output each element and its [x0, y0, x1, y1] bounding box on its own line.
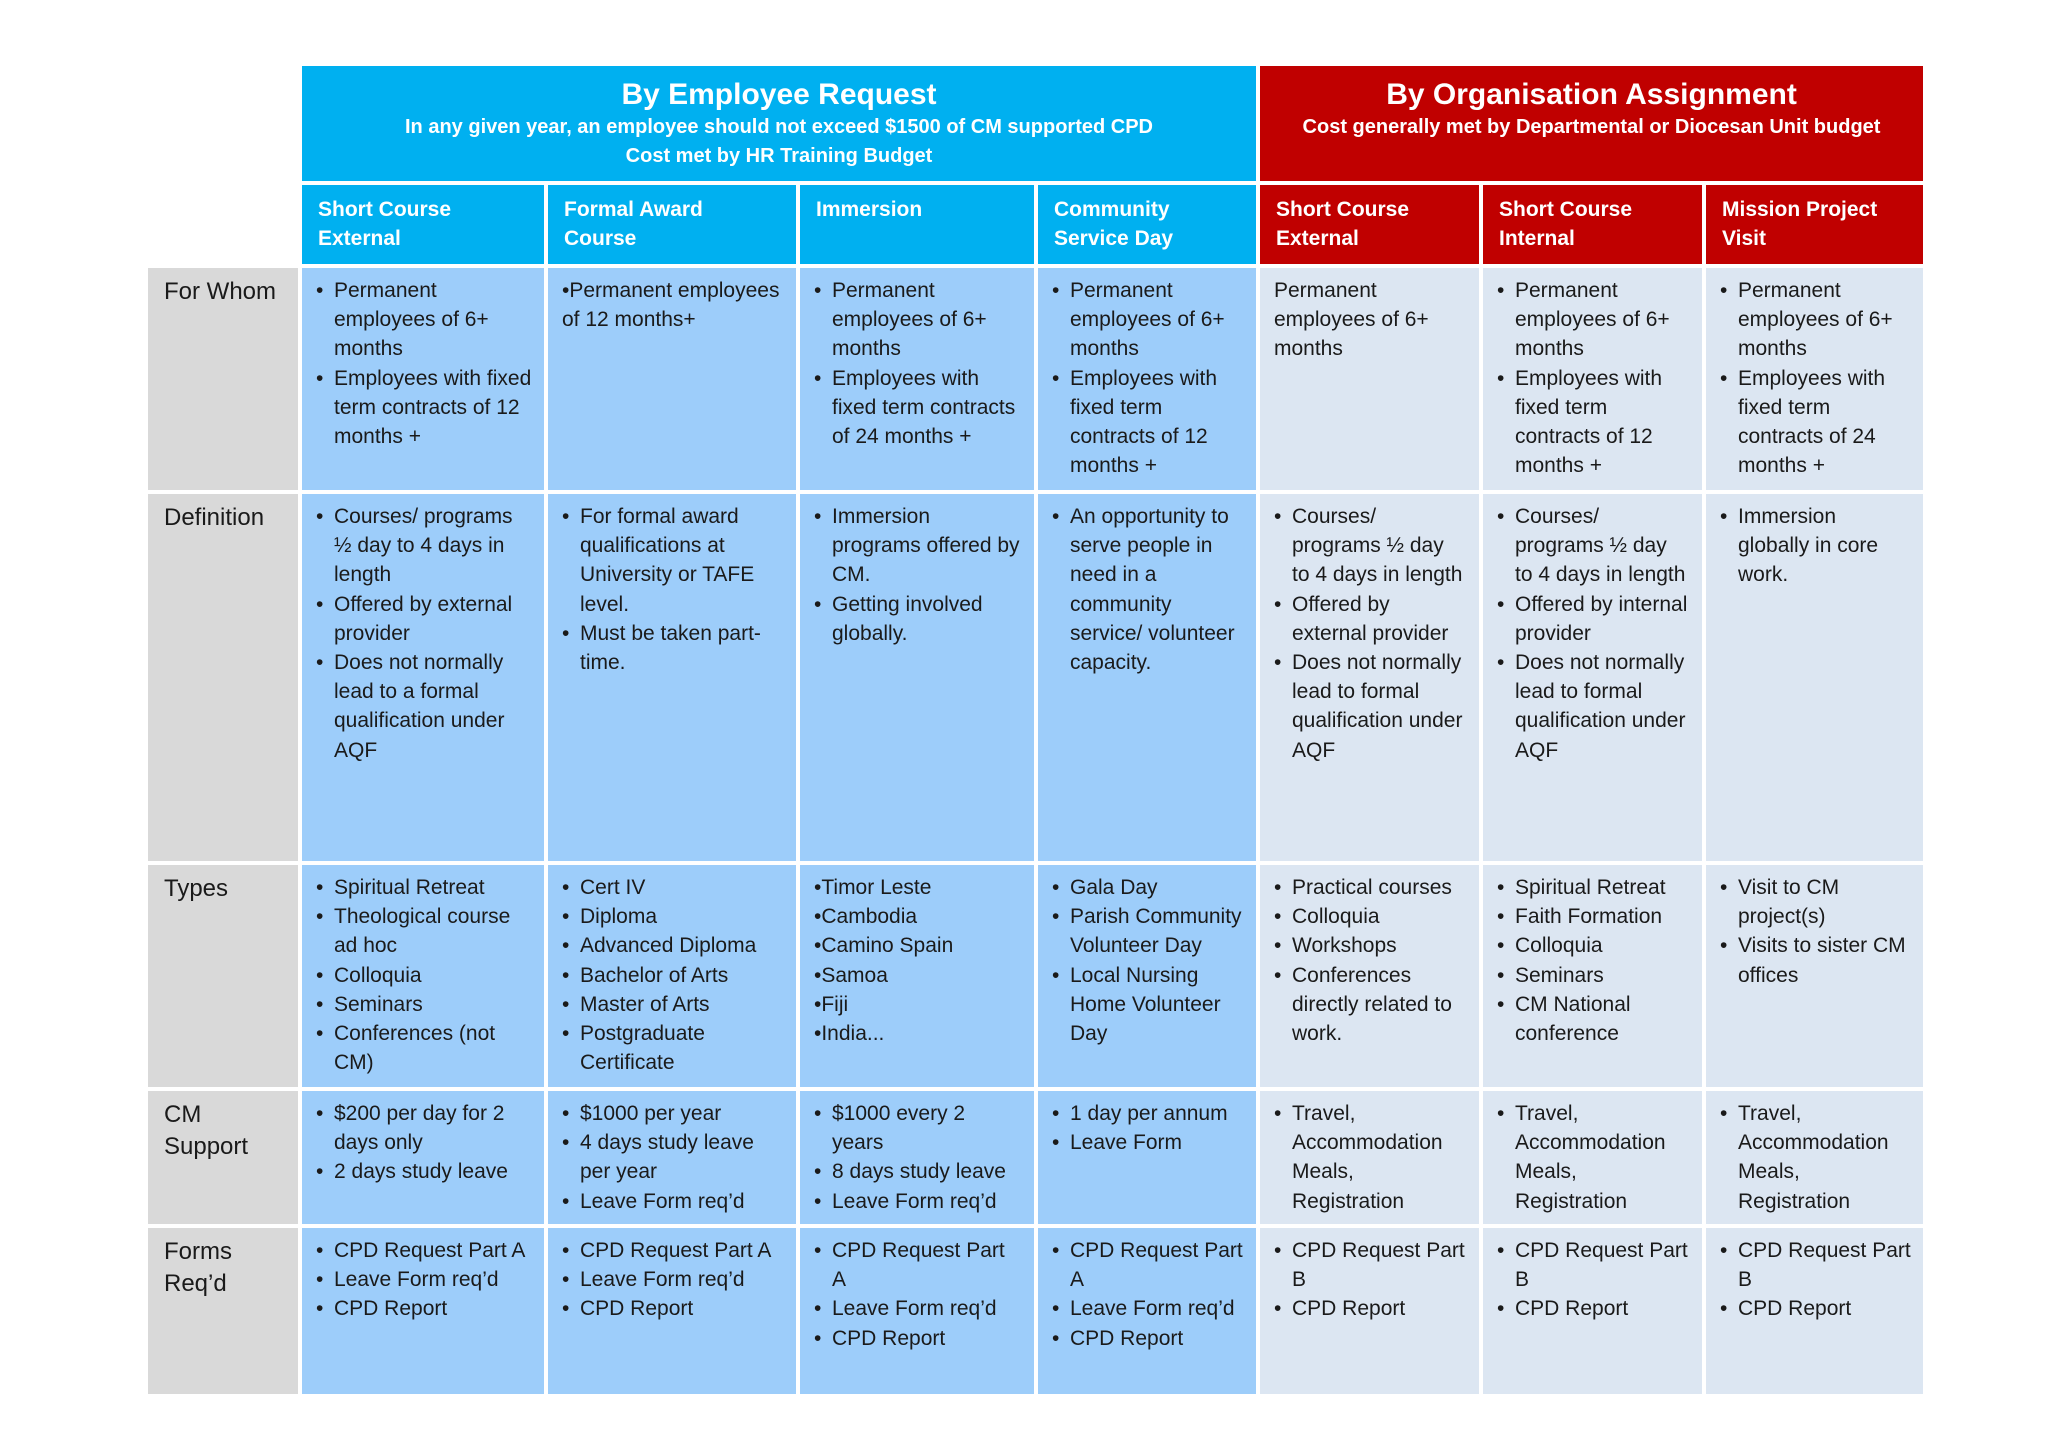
- list-item: • Conferences directly related to work.: [1292, 961, 1467, 1049]
- employee-request-limit-note: In any given year, an employee should not exceed $1500 of CM supported CPD: [405, 115, 1153, 138]
- list-item: • Offered by external provider: [1292, 590, 1467, 648]
- list-item: • Courses/ programs ½ day to 4 days in length: [1292, 502, 1467, 590]
- row-label-line: CM: [164, 1101, 202, 1128]
- column-header-line: Community: [1054, 198, 1170, 221]
- table-corner-lower: [148, 185, 298, 264]
- list-item: • Local Nursing Home Volunteer Day: [1070, 961, 1244, 1049]
- list-item: • Immersion globally in core work.: [1738, 502, 1911, 590]
- employee-request-header: [302, 66, 1256, 181]
- bullet-list: [1497, 502, 1690, 765]
- row-label-forms-reqd: [148, 1228, 298, 1394]
- bullet-list: [316, 1099, 532, 1187]
- column-header-line: External: [318, 227, 401, 250]
- bullet-list: [1052, 502, 1244, 677]
- list-item: • Must be taken part-time.: [580, 619, 784, 677]
- list-item: • $1000 per year: [580, 1099, 784, 1128]
- list-item: • 1 day per annum: [1070, 1099, 1244, 1128]
- table-cell: [1706, 494, 1923, 861]
- column-header-org-short-course-external: [1260, 185, 1479, 264]
- table-cell: [1260, 1228, 1479, 1394]
- organisation-assignment-title: By Organisation Assignment: [1386, 78, 1797, 111]
- bullet-list: [1274, 1099, 1467, 1216]
- bullet-list: [814, 1099, 1022, 1216]
- table-cell: [1260, 865, 1479, 1087]
- list-item: • Leave Form: [1070, 1128, 1244, 1157]
- row-label-cm-support: [148, 1091, 298, 1224]
- list-item: • Master of Arts: [580, 990, 784, 1019]
- column-header-line: Visit: [1722, 227, 1766, 250]
- column-header-line: Short Course: [1499, 198, 1633, 221]
- list-item: • $1000 every 2 years: [832, 1099, 1022, 1157]
- table-cell: [1260, 494, 1479, 861]
- table-cell: [800, 494, 1034, 861]
- table-cell: [800, 1091, 1034, 1224]
- list-item: •Timor Leste: [814, 876, 932, 899]
- employee-request-budget-note: Cost met by HR Training Budget: [625, 144, 933, 167]
- list-item: • Leave Form req’d: [1070, 1294, 1244, 1323]
- table-cell: [1706, 1228, 1923, 1394]
- list-item: • Does not normally lead to a formal qualification under AQF: [334, 648, 532, 765]
- list-item: • Diploma: [580, 902, 784, 931]
- list-item: • CPD Report: [1292, 1294, 1467, 1323]
- table-cell: [1706, 268, 1923, 490]
- table-cell: [1706, 865, 1923, 1087]
- organisation-assignment-budget-note: Cost generally met by Departmental or Diocesan Unit budget: [1302, 116, 1881, 138]
- list-item: • Permanent employees of 6+ months: [1738, 276, 1911, 364]
- bullet-list: [1052, 1099, 1244, 1157]
- column-header-line: Mission Project: [1722, 198, 1878, 221]
- list-item: • CM National conference: [1515, 990, 1690, 1048]
- list-item: •Samoa: [814, 963, 888, 987]
- column-header-immersion: [800, 185, 1034, 264]
- table-cell: [302, 494, 544, 861]
- bullet-list: [1052, 873, 1244, 1048]
- bullet-list: [1274, 873, 1467, 1048]
- list-item: • CPD Request Part A: [832, 1236, 1022, 1294]
- table-cell: [1483, 494, 1702, 861]
- bullet-list: [316, 873, 532, 1077]
- list-item: • Leave Form req’d: [832, 1187, 1022, 1216]
- bullet-list: [316, 276, 532, 451]
- list-item: • Colloquia: [334, 961, 532, 990]
- list-item: • Employees with fixed term contracts of 12 months +: [334, 364, 532, 452]
- list-item: • CPD Report: [1738, 1294, 1911, 1323]
- table-corner: [148, 66, 298, 181]
- list-item: • Leave Form req’d: [580, 1265, 784, 1294]
- list-item: • Employees with fixed term contracts of 12 months +: [1070, 364, 1244, 481]
- table-cell: [1038, 1228, 1256, 1394]
- list-item: • Travel, Accommodation Meals, Registration: [1292, 1099, 1467, 1216]
- table-cell: [548, 494, 796, 861]
- column-header-short-course-external: [302, 185, 544, 264]
- list-item: • Offered by internal provider: [1515, 590, 1690, 648]
- table-cell: [1483, 1228, 1702, 1394]
- list-item: • Cert IV: [580, 873, 784, 902]
- list-item: • Courses/ programs ½ day to 4 days in length: [1515, 502, 1690, 590]
- organisation-assignment-header: [1260, 66, 1923, 181]
- list-item: • Colloquia: [1515, 931, 1690, 960]
- bullet-list: [1720, 1099, 1911, 1216]
- list-item: • Parish Community Volunteer Day: [1070, 902, 1244, 960]
- list-item: • Travel, Accommodation Meals, Registration: [1515, 1099, 1690, 1216]
- column-header-line: Short Course: [318, 198, 452, 221]
- bullet-list: [1497, 873, 1690, 1048]
- list-item: • CPD Report: [580, 1294, 784, 1323]
- list-item: • Offered by external provider: [334, 590, 532, 648]
- table-cell: [1483, 865, 1702, 1087]
- column-header-short-course-internal: [1483, 185, 1702, 264]
- cell-text: •Permanent employees of 12 months+: [562, 279, 780, 332]
- column-header-line: Internal: [1499, 227, 1575, 250]
- list-item: • Getting involved globally.: [832, 590, 1022, 648]
- row-label-line: Support: [164, 1133, 249, 1160]
- list-item: • Permanent employees of 6+ months: [334, 276, 532, 364]
- list-item: •Cambodia: [814, 905, 918, 929]
- list-item: • CPD Request Part A: [580, 1236, 784, 1265]
- table-cell: [1038, 494, 1256, 861]
- employee-request-title: By Employee Request: [621, 77, 937, 111]
- column-header-line: Immersion: [816, 198, 923, 221]
- list-item: • An opportunity to serve people in need in a community service/ volunteer capacity.: [1070, 502, 1244, 677]
- table-cell: [800, 865, 1034, 1087]
- table-cell: [302, 865, 544, 1087]
- bullet-list: [1720, 1236, 1911, 1324]
- list-item: • CPD Report: [1070, 1324, 1244, 1353]
- list-item: • Does not normally lead to formal qualification under AQF: [1515, 648, 1690, 765]
- cell-text: Permanent employees of 6+ months: [1274, 279, 1429, 361]
- table-cell: [1038, 865, 1256, 1087]
- list-item: • Conferences (not CM): [334, 1019, 532, 1077]
- list-item: • Immersion programs offered by CM.: [832, 502, 1022, 590]
- table-cell: [548, 1228, 796, 1394]
- list-item: •India...: [814, 1022, 885, 1046]
- list-item: • CPD Request Part B: [1292, 1236, 1467, 1294]
- list-item: • CPD Report: [1515, 1294, 1690, 1323]
- list-item: • $200 per day for 2 days only: [334, 1099, 532, 1157]
- table-cell: [1483, 268, 1702, 490]
- table-cell: [548, 865, 796, 1087]
- list-item: • Spiritual Retreat: [334, 873, 532, 902]
- list-item: •Fiji: [814, 992, 849, 1016]
- column-header-line: Service Day: [1054, 227, 1174, 250]
- list-item: • Visits to sister CM offices: [1738, 931, 1911, 989]
- table-cell: [302, 268, 544, 490]
- list-item: • Postgraduate Certificate: [580, 1019, 784, 1077]
- list-item: • For formal award qualifications at University or TAFE level.: [580, 502, 784, 619]
- row-label-line: Forms: [164, 1238, 232, 1265]
- list-item: • Travel, Accommodation Meals, Registration: [1738, 1099, 1911, 1216]
- bullet-list: [1497, 276, 1690, 480]
- table-cell: [1706, 1091, 1923, 1224]
- bullet-list: [1720, 276, 1911, 480]
- table-cell: [800, 268, 1034, 490]
- list-item: • Leave Form req’d: [832, 1294, 1022, 1323]
- list-item: • Visit to CM project(s): [1738, 873, 1911, 931]
- list-item: • Permanent employees of 6+ months: [1515, 276, 1690, 364]
- bullet-list: [814, 1236, 1022, 1353]
- row-label-line: Req’d: [164, 1270, 227, 1297]
- row-label-types: Types: [148, 865, 298, 1087]
- list-item: • Seminars: [334, 990, 532, 1019]
- list-item: • Employees with fixed term contracts of 12 months +: [1515, 364, 1690, 481]
- bullet-list: [562, 1236, 784, 1324]
- row-label-for-whom: For Whom: [148, 268, 298, 490]
- list-item: • CPD Report: [334, 1294, 532, 1323]
- list-item: • Spiritual Retreat: [1515, 873, 1690, 902]
- table-cell: [302, 1228, 544, 1394]
- list-item: • Faith Formation: [1515, 902, 1690, 931]
- bullet-list: [1720, 873, 1911, 990]
- list-item: • Does not normally lead to formal qualification under AQF: [1292, 648, 1467, 765]
- list-item: • CPD Request Part A: [1070, 1236, 1244, 1294]
- table-cell: [302, 1091, 544, 1224]
- list-item: • Gala Day: [1070, 873, 1244, 902]
- list-item: • Seminars: [1515, 961, 1690, 990]
- column-header-line: Course: [564, 227, 637, 250]
- column-header-formal-award-course: [548, 185, 796, 264]
- column-header-line: Formal Award: [564, 198, 703, 221]
- bullet-list: [1052, 1236, 1244, 1353]
- list-item: • CPD Request Part B: [1738, 1236, 1911, 1294]
- cpd-matrix-table: [148, 66, 1923, 1394]
- column-header-mission-project-visit: [1706, 185, 1923, 264]
- table-cell: [1038, 268, 1256, 490]
- bullet-list: [1720, 502, 1911, 590]
- column-header-line: External: [1276, 227, 1359, 250]
- list-item: • Advanced Diploma: [580, 931, 784, 960]
- table-cell: [1260, 1091, 1479, 1224]
- list-item: •Camino Spain: [814, 934, 954, 958]
- bullet-list: [1274, 502, 1467, 765]
- list-item: • Permanent employees of 6+ months: [832, 276, 1022, 364]
- bullet-list: [562, 502, 784, 677]
- list-item: • Permanent employees of 6+ months: [1070, 276, 1244, 364]
- bullet-list: [1274, 1236, 1467, 1324]
- column-header-line: Short Course: [1276, 198, 1410, 221]
- bullet-list: [562, 873, 784, 1077]
- list-item: • Practical courses: [1292, 873, 1467, 902]
- list-item: • 2 days study leave: [334, 1157, 532, 1186]
- bullet-list: [316, 502, 532, 765]
- bullet-list: [814, 502, 1022, 648]
- bullet-list: [562, 1099, 784, 1216]
- table-cell: [800, 1228, 1034, 1394]
- list-item: • Workshops: [1292, 931, 1467, 960]
- list-item: • Leave Form req’d: [334, 1265, 532, 1294]
- list-item: • Theological course ad hoc: [334, 902, 532, 960]
- bullet-list: [814, 276, 1022, 451]
- list-item: • Employees with fixed term contracts of 24 months +: [832, 364, 1022, 452]
- list-item: • CPD Request Part A: [334, 1236, 532, 1265]
- bullet-list: [1052, 276, 1244, 480]
- table-cell: [1260, 268, 1479, 490]
- list-item: • CPD Report: [832, 1324, 1022, 1353]
- list-item: • Employees with fixed term contracts of 24 months +: [1738, 364, 1911, 481]
- table-cell: [548, 268, 796, 490]
- list-item: • CPD Request Part B: [1515, 1236, 1690, 1294]
- table-cell: [1483, 1091, 1702, 1224]
- table-cell: [1038, 1091, 1256, 1224]
- list-item: • Bachelor of Arts: [580, 961, 784, 990]
- line-list: [814, 873, 1022, 1048]
- list-item: • Courses/ programs ½ day to 4 days in length: [334, 502, 532, 590]
- bullet-list: [316, 1236, 532, 1324]
- column-header-community-service-day: [1038, 185, 1256, 264]
- list-item: • 8 days study leave: [832, 1157, 1022, 1186]
- list-item: • 4 days study leave per year: [580, 1128, 784, 1186]
- list-item: • Colloquia: [1292, 902, 1467, 931]
- row-label-definition: Definition: [148, 494, 298, 861]
- bullet-list: [1497, 1236, 1690, 1324]
- list-item: • Leave Form req’d: [580, 1187, 784, 1216]
- table-cell: [548, 1091, 796, 1224]
- bullet-list: [1497, 1099, 1690, 1216]
